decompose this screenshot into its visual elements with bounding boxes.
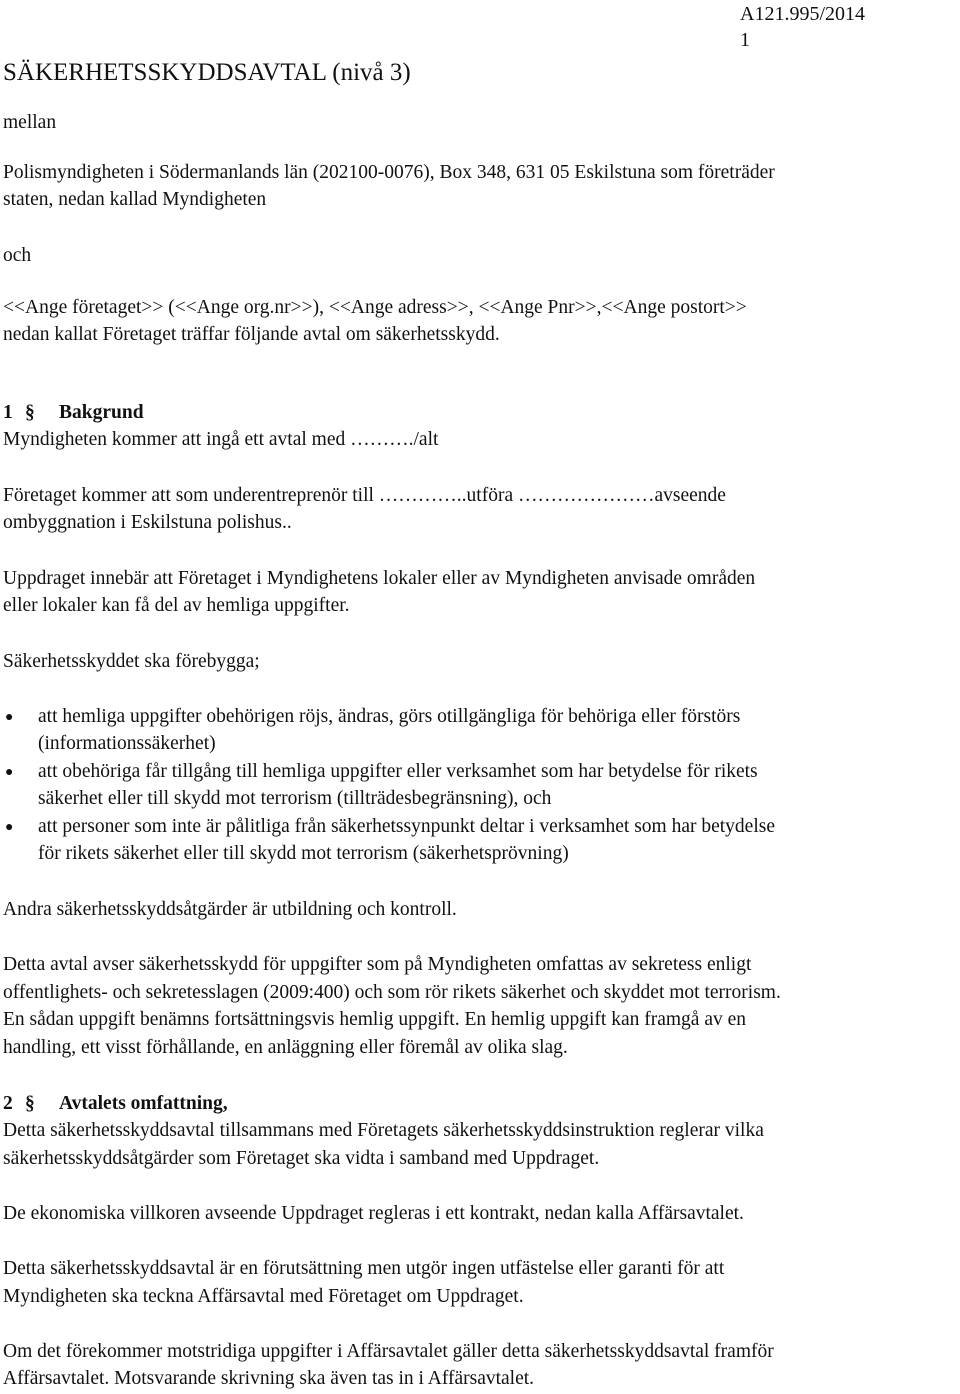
section1-title: Bakgrund (59, 402, 144, 423)
party1-line1: Polismyndigheten i Södermanlands län (202100-0076), Box 348, 631 05 Eskilstuna som företräder (3, 162, 775, 183)
section1-para2-line1: Uppdraget innebär att Företaget i Myndighetens lokaler eller av Myndigheten anvisade områden (3, 568, 756, 589)
section2-para4-line2: Affärsavtalet. Motsvarande skrivning ska även tas in i Affärsavtalet. (3, 1368, 535, 1389)
section2-para1-line2: säkerhetsskyddsåtgärder som Företaget ska vidta i samband med Uppdraget. (3, 1148, 600, 1169)
section1-para5-line3: En sådan uppgift benämns fortsättningsvis hemlig uppgift. En hemlig uppgift kan framgå av en (3, 1009, 747, 1030)
list-item-line2: (informationssäkerhet) (38, 733, 216, 754)
list-item-line1: att personer som inte är pålitliga från säkerhetssynpunkt deltar i verksamhet som har betydelse (38, 816, 775, 837)
section2-para3-line1: Detta säkerhetsskyddsavtal är en förutsättning men utgör ingen utfästelse eller garanti för att (3, 1258, 725, 1279)
section1-para5-line1: Detta avtal avser säkerhetsskydd för uppgifter som på Myndigheten omfattas av sekretess enligt (3, 954, 752, 975)
section2-symbol: § (25, 1093, 35, 1114)
section1-para5-line4: handling, ett visst förhållande, en anläggning eller föremål av olika slag. (3, 1037, 568, 1058)
list-item-line1: att obehöriga får tillgång till hemliga uppgifter eller verksamhet som har betydelse för rikets (38, 761, 758, 782)
bullet-icon: ● (5, 820, 14, 835)
bullet-icon: ● (5, 765, 14, 780)
list-item-line1: att hemliga uppgifter obehörigen röjs, ändras, görs otillgängliga för behöriga eller förstörs (38, 706, 741, 727)
section2-heading (3, 1090, 228, 1118)
page-number: 1 (740, 29, 750, 51)
section1-line2: Företaget kommer att som underentreprenör till …………..utföra …………………avseende (3, 485, 726, 506)
section2-para4-line1: Om det förekommer motstridiga uppgifter i Affärsavtalet gäller detta säkerhetsskyddsavtal framför (3, 1341, 774, 1362)
section1-heading (3, 399, 144, 427)
section1-line3: ombyggnation i Eskilstuna polishus.. (3, 512, 292, 533)
section1-para3: Säkerhetsskyddet ska förebygga; (3, 651, 260, 672)
between-label: mellan (3, 112, 57, 133)
section1-line1: Myndigheten kommer att ingå ett avtal med ………./alt (3, 429, 439, 450)
document-title: SÄKERHETSSKYDDSAVTAL (nivå 3) (3, 59, 411, 86)
list-item-line2: för rikets säkerhet eller till skydd mot terrorism (säkerhetsprövning) (38, 843, 569, 864)
section2-para3-line2: Myndigheten ska teckna Affärsavtal med Företaget om Uppdraget. (3, 1286, 524, 1307)
and-label: och (3, 245, 32, 266)
section1-para2-line2: eller lokaler kan få del av hemliga uppgifter. (3, 595, 350, 616)
party2-line2: nedan kallat Företaget träffar följande avtal om säkerhetsskydd. (3, 324, 500, 345)
section1-number: 1 (3, 402, 13, 423)
party2-line1: <<Ange företaget>> (<<Ange org.nr>>), <<Ange adress>>, <<Ange Pnr>>,<<Ange postort>> (3, 297, 747, 318)
section2-para1-line1: Detta säkerhetsskyddsavtal tillsammans med Företagets säkerhetsskyddsinstruktion reglerar vilka (3, 1120, 764, 1141)
document-reference: A121.995/2014 (740, 3, 865, 25)
bullet-icon: ● (5, 710, 14, 725)
section2-number: 2 (3, 1093, 13, 1114)
section2-title: Avtalets omfattning, (59, 1093, 228, 1114)
list-item-line2: säkerhet eller till skydd mot terrorism (tillträdesbegränsning), och (38, 788, 552, 809)
party1-line2: staten, nedan kallad Myndigheten (3, 189, 267, 210)
section2-para2: De ekonomiska villkoren avseende Uppdraget regleras i ett kontrakt, nedan kalla Affärsavtalet. (3, 1203, 744, 1224)
section1-para4: Andra säkerhetsskyddsåtgärder är utbildning och kontroll. (3, 899, 457, 920)
section1-symbol: § (25, 402, 35, 423)
section1-para5-line2: offentlighets- och sekretesslagen (2009:400) och som rör rikets säkerhet och skyddet mot terrorism. (3, 982, 781, 1003)
